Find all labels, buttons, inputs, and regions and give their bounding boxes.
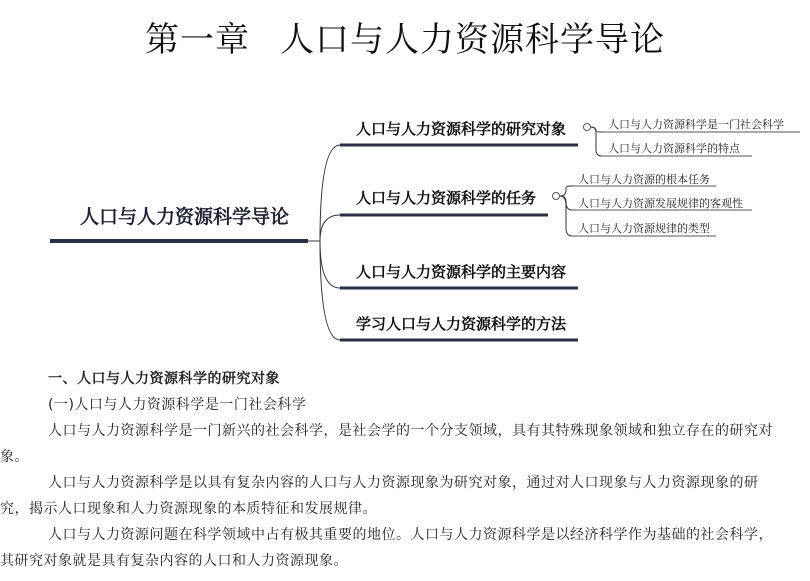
mindmap-branch-main-content: 人口与人力资源科学的主要内容 — [356, 263, 567, 281]
body-paragraph: 人口与人力资源科学是以具有复杂内容的人口与人力资源现象为研究对象，通过对人口现象与人力资源现象的研究，揭示人口现象和人力资源现象的本质特征和发展规律。 — [0, 475, 759, 517]
subsection-heading: (一)人口与人力资源科学是一门社会科学 — [48, 397, 307, 413]
mindmap-leaf-social-science: 人口与人力资源科学是一门社会科学 — [608, 118, 784, 131]
mindmap-branch-research-object: 人口与人力资源科学的研究对象 — [356, 120, 567, 138]
mindmap-branch-task: 人口与人力资源科学的任务 — [356, 189, 537, 207]
chapter-number: 第一章 — [145, 20, 250, 60]
mindmap-leaf-fundamental-task: 人口与人力资源的根本任务 — [578, 173, 710, 186]
body-paragraph: 人口与人力资源问题在科学领域中占有极其重要的地位。人口与人力资源科学是以经济科学作为基础的社会科学，其研究对象就是具有复杂内容的人口和人力资源现象。 — [0, 527, 773, 569]
body-paragraph: 人口与人力资源科学是一门新兴的社会科学，是社会学的一个分支领域，具有其特殊现象领域和独立存在的研究对象。 — [0, 423, 773, 465]
mindmap-leaf-law-types: 人口与人力资源规律的类型 — [578, 222, 710, 235]
chapter-name: 人口与人力资源科学导论 — [280, 20, 665, 60]
section-heading: 一、人口与人力资源科学的研究对象 — [48, 371, 280, 387]
mindmap-leaf-characteristics: 人口与人力资源科学的特点 — [608, 142, 740, 155]
mindmap-leaf-objectivity: 人口与人力资源发展规律的客观性 — [578, 197, 743, 210]
mindmap-root: 人口与人力资源科学导论 — [80, 206, 290, 228]
document-body — [0, 366, 810, 574]
mindmap-branch-study-method: 学习人口与人力资源科学的方法 — [356, 315, 567, 333]
